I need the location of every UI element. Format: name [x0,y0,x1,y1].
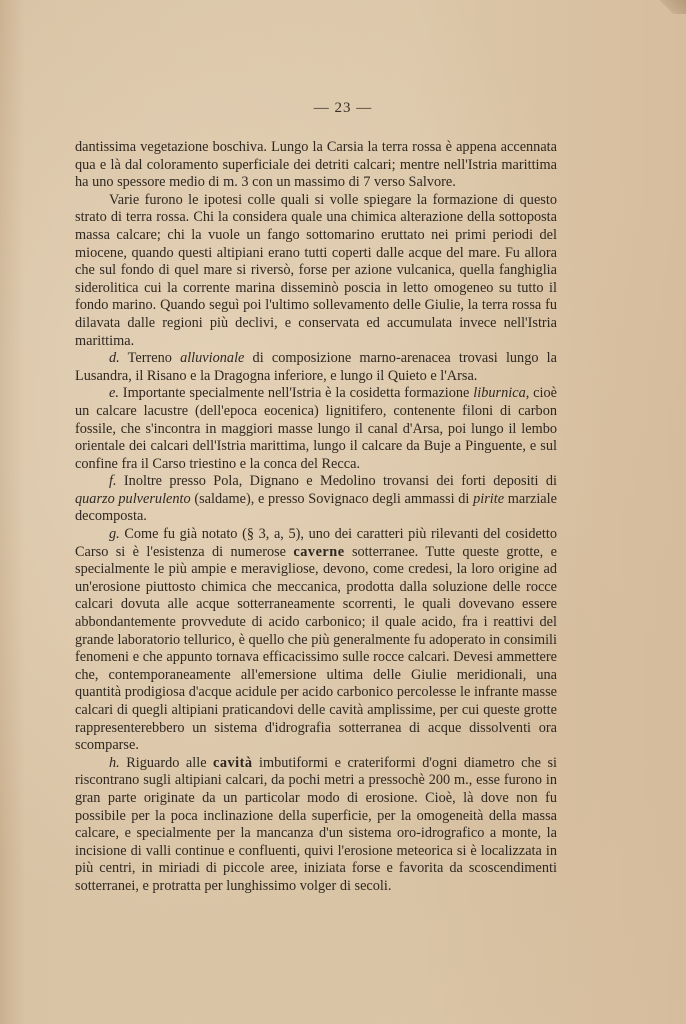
text-run: Come fu già notato (§ 3, a, 5), uno dei caratteri più rilevanti del cosidetto Carso si è l'esistenza di numerose [75,526,557,560]
italic-text-run: g. [109,526,120,543]
italic-text-run: d. [109,350,120,367]
paragraph [75,473,557,526]
paragraph [75,526,557,755]
paragraph [75,192,557,350]
text-run: Riguardo alle [119,754,214,771]
text-run: cioè un calcare lacustre (dell'epoca eocenica) lignitifero, contenente filoni di carbon fossile, che s'incontra in maggiori masse lungo il canal d'Arsa, poi lungo il lembo orientale dei calcari dell'Istria marittima, lungo il calcare da Buje a Pinguente, e sul confine fra il Carso triestino e la conca del Recca. [75,385,557,472]
paragraph [75,385,557,473]
text-run: sotterranee. Tutte queste grotte, e specialmente le più ampie e meravigliose, devono, come credesi, la loro origine ad un'erosione piuttosto chimica che meccanica, prodotta dalla soluzione delle rocce calcari dovuta alle acque sotterraneamente scorrenti, le quali dovevano essere abbondantemente provvedute di acido carbonico; il quale acido, fra i reattivi del grande laboratorio tellurico, è quello che più generalmente fu adoperato in consimili fenomeni e che appunto tornava efficacissimo sulle rocce calcari. Devesi ammettere che, contemporaneamente all'emersione ultima delle Giulie meridionali, una quantità prodigiosa d'acque acidule per acido carbonico percolesse le infrante masse calcari di quegli altipiani praticandovi delle cavità amplissime, per cui queste grotte rappresenterebbero un sistema d'idrografia sotterranea di acque dissolventi ora scomparse. [75,543,557,754]
bold-text-run: cavità [213,754,253,771]
text-run: Inoltre presso Pola, Dignano e Medolino trovansi dei forti depositi di [116,473,557,490]
page-number: — 23 — [313,100,373,116]
text-run: Varie furono le ipotesi colle quali si volle spiegare la formazione di questo strato di terra rossa. Chi la considera quale una chimica alterazione della sottoposta massa calcare; chi la vuole un fango sottomarino eruttato nei primi periodi del miocene, quando questi altipiani erano tutti coperti dalle acque del mare. Fu allora che sul fondo di quel mare si riversò, forse per azione vulcanica, quella fanghiglia siderolitica cui la corrente marina disseminò poscia in letto omogeneo su tutto il fondo marino. Quando seguì poi l'ultimo sollevamento delle Giulie, la terra rossa fu dilavata dalle regioni più declivi, e conservata ed accumulata invece nell'Istria marittima. [75,191,557,349]
paragraph [75,350,557,385]
italic-text-run: h. [109,754,120,771]
text-run: Terreno [119,350,181,367]
text-run: imbutiformi e crateriformi d'ogni diametro che si riscontrano sugli altipiani calcari, da pochi metri a pressochè 200 m., esse furono in gran parte originate da un particolar modo di erosione. Cioè, là dove non fu possibile per la poca inclinazione della superficie, per la omogeneità della massa calcare, e specialmente per la mancanza d'un sistema oro-idrografico a monte, la incisione di valli continue e confluenti, quivi l'erosione meteorica si è localizzata in più centri, in miriadi di piccole aree, iniziata forse e favorita da scoscendimenti sotterranei, e protratta per lunghissimo volger di secoli. [75,754,557,894]
paragraph [75,755,557,896]
italic-text-run: quarzo pulverulento [75,490,191,507]
italic-text-run: pirite [473,490,505,507]
page-body-text [75,139,557,896]
text-run: (saldame), e presso Sovignaco degli ammassi di [190,490,474,507]
italic-text-run: e. [109,385,119,402]
italic-text-run: liburnica, [473,385,530,402]
page-corner-shadow [656,0,686,14]
paragraph [75,139,557,192]
italic-text-run: alluvionale [180,350,245,367]
text-run: Importante specialmente nell'Istria è la cosidetta formazione [118,385,474,402]
bold-text-run: caverne [293,543,345,560]
italic-text-run: f. [109,473,117,490]
text-run: marziale decomposta. [75,490,557,525]
text-run: dantissima vegetazione boschiva. Lungo la Carsia la terra rossa è appena accennata qua e là dal coloramento superficiale dei detriti calcari; mentre nell'Istria marittima ha uno spessore medio di m. 3 con un massimo di 7 verso Salvore. [75,139,557,191]
text-run: di composizione marno-arenacea trovasi lungo la Lusandra, il Risano e la Dragogna inferiore, e lungo il Quieto e l'Arsa. [75,350,557,384]
